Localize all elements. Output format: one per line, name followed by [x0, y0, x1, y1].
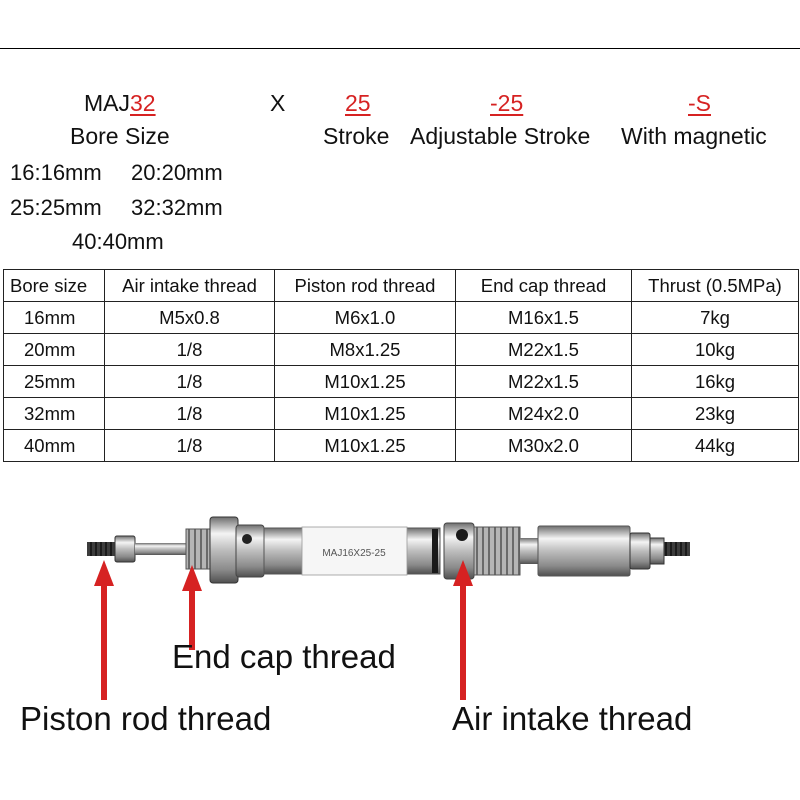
table-cell: 44kg — [632, 430, 799, 462]
cylinder-illustration — [80, 505, 710, 625]
table-cell: 32mm — [4, 398, 105, 430]
table-cell: 16mm — [4, 302, 105, 334]
table-header-row — [4, 270, 799, 302]
bore-size-caption: Bore Size — [70, 123, 170, 149]
bore-option: 16:16mm — [10, 160, 102, 185]
adjuster-neck-shape — [520, 538, 538, 564]
table-row — [4, 398, 799, 430]
col-header: Piston rod thread — [275, 270, 456, 302]
table-row — [4, 366, 799, 398]
table-cell: M22x1.5 — [456, 334, 632, 366]
front-port-shape — [242, 534, 252, 544]
end-cap-thread-label: End cap thread — [172, 638, 396, 675]
adjustable-code: -25 — [490, 90, 524, 116]
bore-option: 32:32mm — [131, 195, 223, 220]
table-cell: M30x2.0 — [456, 430, 632, 462]
piston-rod-thread-label: Piston rod thread — [20, 700, 272, 737]
rear-thread-shape — [474, 527, 520, 575]
piston-rod-arrow — [92, 560, 116, 700]
table-cell: 16kg — [632, 366, 799, 398]
top-divider — [0, 48, 800, 49]
adjuster-body-shape — [538, 526, 630, 576]
rear-nut-shape — [650, 538, 664, 564]
table-cell: M6x1.0 — [275, 302, 456, 334]
seal-ring-shape — [432, 529, 438, 573]
table-cell: M10x1.25 — [275, 366, 456, 398]
bore-option: 25:25mm — [10, 195, 102, 220]
col-header: Bore size — [4, 270, 105, 302]
table-cell: M16x1.5 — [456, 302, 632, 334]
magnetic-code: -S — [688, 90, 711, 116]
col-header: Air intake thread — [105, 270, 275, 302]
separator: X — [270, 90, 286, 116]
rear-nut-shape — [630, 533, 650, 569]
table-cell: 20mm — [4, 334, 105, 366]
table-cell: M22x1.5 — [456, 366, 632, 398]
bore-option: 20:20mm — [131, 160, 223, 185]
table-cell: M24x2.0 — [456, 398, 632, 430]
spec-table — [3, 269, 799, 462]
table-row — [4, 334, 799, 366]
table-cell: 1/8 — [105, 366, 275, 398]
stroke-code: 25 — [345, 90, 371, 116]
table-cell: 7kg — [632, 302, 799, 334]
rear-rod-thread-shape — [664, 542, 690, 556]
table-cell: 25mm — [4, 366, 105, 398]
table-cell: M8x1.25 — [275, 334, 456, 366]
model-code — [84, 92, 156, 115]
table-cell: 40mm — [4, 430, 105, 462]
bore-code: 32 — [130, 90, 156, 116]
adjustable-stroke-caption: Adjustable Stroke — [410, 123, 591, 149]
front-nut-shape — [210, 517, 238, 583]
front-cap-shape — [236, 525, 264, 577]
table-cell: 1/8 — [105, 430, 275, 462]
col-header: Thrust (0.5MPa) — [632, 270, 799, 302]
with-magnetic-caption: With magnetic — [621, 123, 767, 149]
table-cell: M10x1.25 — [275, 430, 456, 462]
piston-rod-shape — [135, 543, 190, 555]
air-intake-port-shape — [456, 529, 468, 541]
col-header: End cap thread — [456, 270, 632, 302]
piston-rod-thread-shape — [87, 542, 115, 556]
air-intake-arrow — [451, 560, 475, 700]
table-cell: M5x0.8 — [105, 302, 275, 334]
bore-option: 40:40mm — [72, 229, 164, 254]
table-cell: 23kg — [632, 398, 799, 430]
rod-nut-shape — [115, 536, 135, 562]
air-intake-thread-label: Air intake thread — [452, 700, 693, 737]
table-cell: 1/8 — [105, 398, 275, 430]
model-prefix: MAJ — [84, 90, 130, 116]
barrel-label-text: MAJ16X25-25 — [322, 548, 386, 559]
table-row — [4, 302, 799, 334]
table-row — [4, 430, 799, 462]
table-cell: 1/8 — [105, 334, 275, 366]
table-cell: 10kg — [632, 334, 799, 366]
stroke-caption: Stroke — [323, 123, 390, 149]
table-cell: M10x1.25 — [275, 398, 456, 430]
